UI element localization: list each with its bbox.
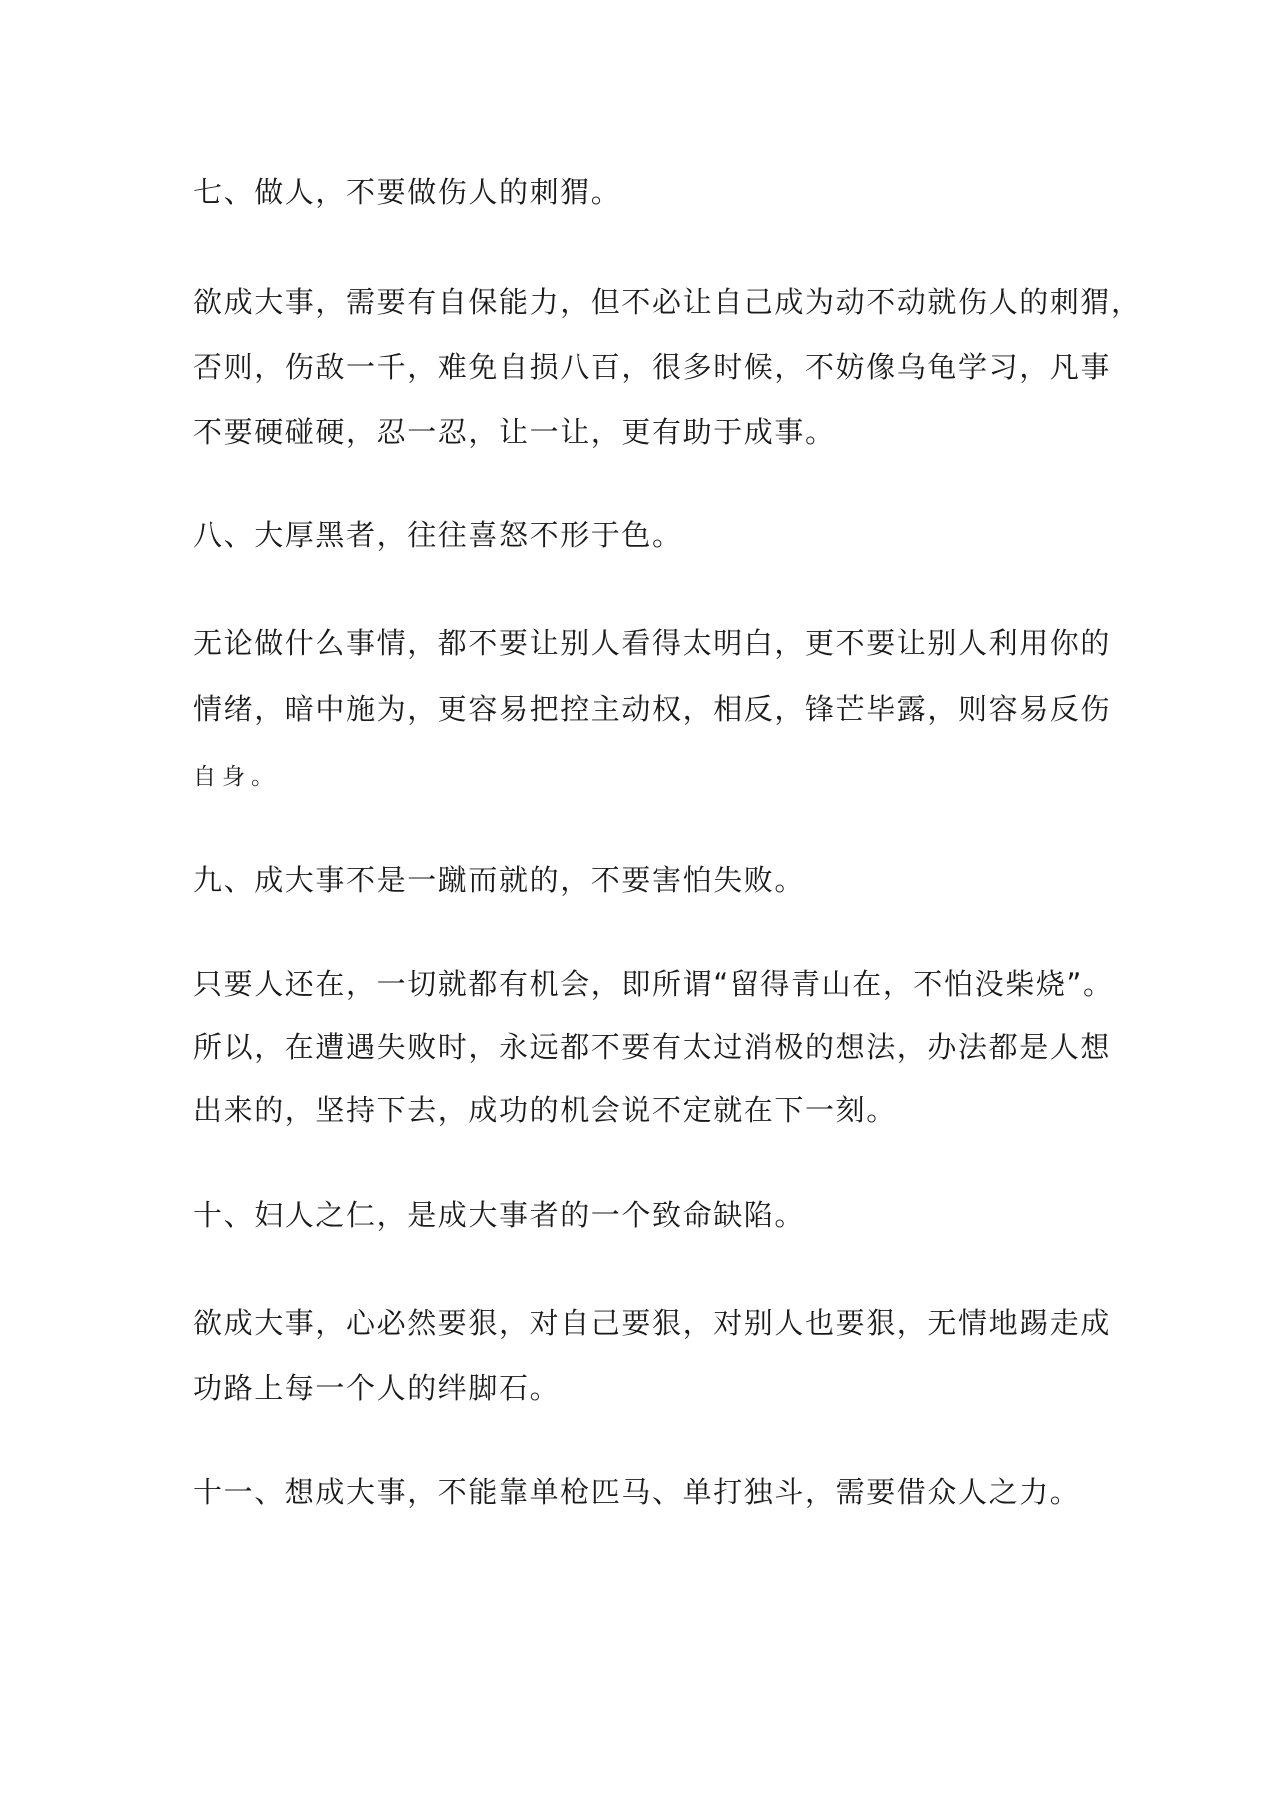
paragraph-eight-line-2: 情绪，暗中施为，更容易把控主动权，相反，锋芒毕露，则容易反伤 (193, 692, 1112, 726)
paragraph-eight-line-1: 无论做什么事情，都不要让别人看得太明白，更不要让别人利用你的 (193, 626, 1112, 660)
heading-nine: 九、成大事不是一蹴而就的，不要害怕失败。 (193, 863, 806, 897)
paragraph-eight-line-3: 自身。 (193, 764, 280, 790)
paragraph-nine-line-2: 所以，在遭遇失败时，永远都不要有太过消极的想法，办法都是人想 (193, 1030, 1112, 1064)
paragraph-ten-line-1: 欲成大事，心必然要狠，对自己要狠，对别人也要狠，无情地踢走成 (193, 1306, 1112, 1340)
heading-eleven: 十一、想成大事，不能靠单枪匹马、单打独斗，需要借众人之力。 (193, 1475, 1081, 1509)
paragraph-seven-line-2: 否则，伤敌一千，难免自损八百，很多时候，不妨像乌龟学习，凡事 (193, 350, 1112, 384)
paragraph-nine-line-1: 只要人还在，一切就都有机会，即所谓“留得青山在，不怕没柴烧”。 (193, 967, 1114, 1001)
paragraph-seven-line-1: 欲成大事，需要有自保能力，但不必让自己成为动不动就伤人的刺猬， (193, 285, 1142, 319)
heading-ten: 十、妇人之仁，是成大事者的一个致命缺陷。 (193, 1198, 806, 1232)
heading-seven: 七、做人，不要做伤人的刺猬。 (193, 175, 622, 209)
heading-eight: 八、大厚黑者，往往喜怒不形于色。 (193, 518, 683, 552)
paragraph-seven-line-3: 不要硬碰硬，忍一忍，让一让，更有助于成事。 (193, 415, 836, 449)
paragraph-nine-line-3: 出来的，坚持下去，成功的机会说不定就在下一刻。 (193, 1093, 897, 1127)
paragraph-ten-line-2: 功路上每一个人的绊脚石。 (193, 1371, 561, 1405)
